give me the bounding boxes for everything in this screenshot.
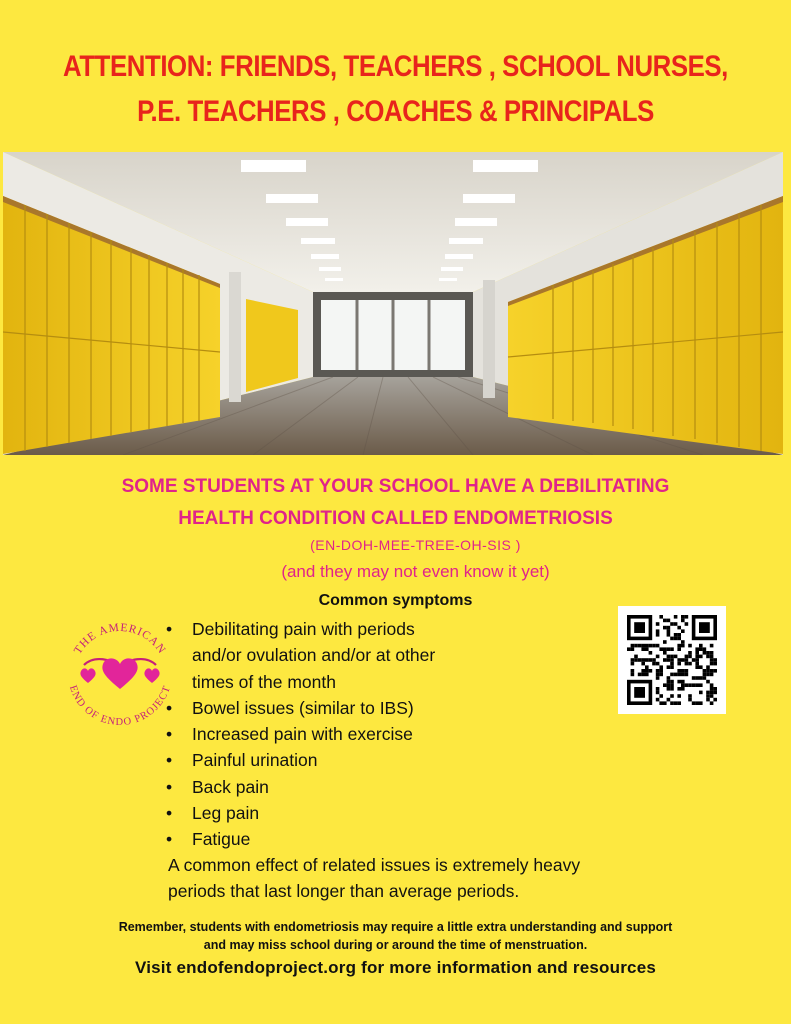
bullet-glyph: • — [166, 750, 173, 771]
symptom-item — [166, 695, 466, 721]
symptom-text: Increased pain with exercise — [192, 724, 413, 745]
bullet-glyph: • — [166, 619, 173, 639]
symptom-text: times of the month — [192, 671, 336, 692]
symptom-text: Fatigue — [192, 829, 251, 850]
symptom-item — [166, 774, 466, 800]
effect-line-1: A common effect of related issues is extremely heavy — [168, 855, 581, 875]
headline-line-1: ATTENTION: FRIENDS, TEACHERS , SCHOOL NURSES, — [63, 50, 728, 83]
logo-top-text: THE AMERICAN — [72, 621, 168, 657]
symptom-text: Debilitating pain with periods — [192, 619, 415, 639]
bullet-glyph: • — [166, 724, 173, 745]
visit-website[interactable]: Visit endofendoproject.org for more information and resources — [134, 958, 656, 977]
symptom-item — [166, 800, 466, 826]
intro-line-1: SOME STUDENTS AT YOUR SCHOOL HAVE A DEBILITATING — [121, 476, 670, 497]
intro-line-2: HEALTH CONDITION CALLED ENDOMETRIOSIS — [178, 508, 613, 529]
remember-note — [40, 918, 751, 954]
effect-line-2: periods that last longer than average periods. — [168, 881, 520, 901]
bullet-glyph: • — [166, 803, 173, 824]
symptom-list — [166, 616, 466, 853]
end-of-endo-logo — [60, 615, 180, 735]
bullet-glyph: • — [166, 829, 173, 850]
bullet-glyph: • — [166, 697, 173, 718]
symptom-text: and/or ovulation and/or at other — [192, 645, 436, 666]
svg-text:END OF ENDO PROJECT — [67, 684, 173, 728]
qr-code-icon[interactable] — [618, 606, 726, 714]
svg-text:THE AMERICAN — [72, 622, 168, 657]
symptom-item — [166, 826, 466, 852]
bullet-glyph: • — [166, 776, 173, 797]
logo-bottom-text: END OF ENDO PROJECT — [66, 684, 174, 729]
pronunciation: (EN-DOH-MEE-TREE-OH-SIS ) — [310, 537, 521, 553]
symptom-text: Back pain — [192, 776, 269, 797]
symptom-text: Bowel issues (similar to IBS) — [192, 697, 414, 718]
symptoms-title: Common symptoms — [318, 592, 473, 609]
remember-line-2: and may miss school during or around the time of menstruation. — [203, 938, 588, 952]
intro-note: (and they may not even know it yet) — [281, 562, 550, 581]
heavy-periods-note — [168, 852, 648, 904]
hearts-icon — [80, 658, 159, 689]
symptom-item — [166, 721, 466, 747]
hallway-photo — [3, 152, 783, 455]
symptom-item — [166, 747, 466, 773]
headline-line-2: P.E. TEACHERS , COACHES & PRINCIPALS — [137, 95, 654, 128]
symptom-text: Leg pain — [192, 803, 260, 824]
symptom-text: Painful urination — [192, 750, 318, 771]
remember-line-1: Remember, students with endometriosis may require a little extra understanding and support — [118, 920, 673, 934]
symptom-item — [166, 616, 466, 695]
